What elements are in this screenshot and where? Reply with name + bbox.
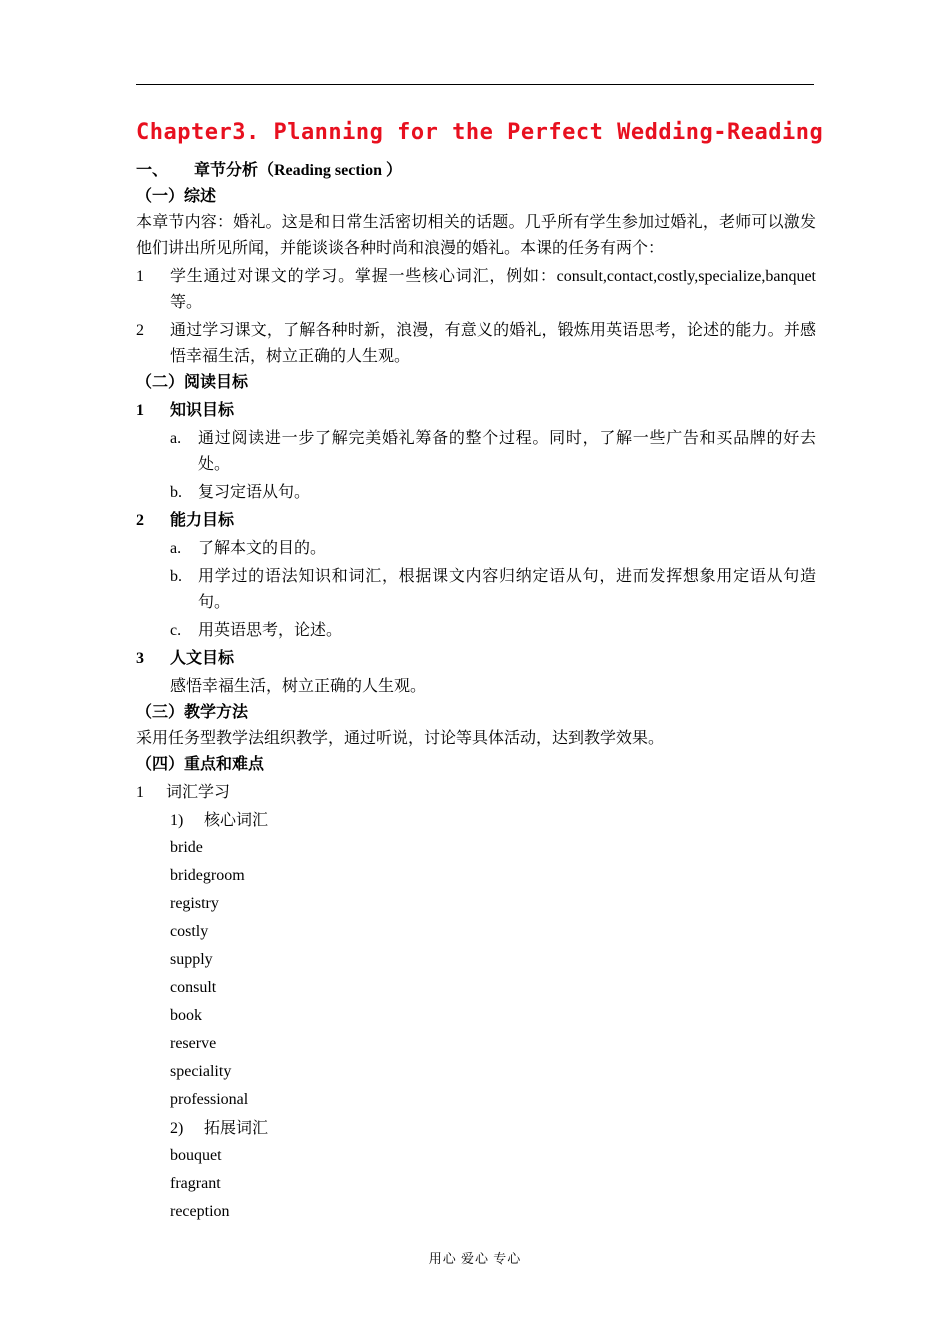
subitem-text: 复习定语从句。 [198,484,311,501]
vocab-word: bride [170,839,203,856]
section-heading [136,158,816,184]
page-footer: 用心 爱心 专心 [428,1251,522,1266]
ability-goal-heading [136,508,816,534]
humanity-goal-text: 感悟幸福生活，树立正确的人生观。 [170,678,427,695]
subitem-letter: a. [170,540,182,557]
extended-vocab-number: 2) [170,1120,184,1137]
goal-label: 能力目标 [170,512,235,529]
vocab-word: supply [170,951,213,968]
vocab-label: 词汇学习 [166,784,231,801]
humanity-goal-heading [136,646,816,672]
goal-label: 知识目标 [170,402,235,419]
goal-label: 人文目标 [170,650,235,667]
vocab-number: 1 [136,784,144,801]
task-text: 通过学习课文，了解各种时新，浪漫，有意义的婚礼，锻炼用英语思考，论述的能力。并感悟幸福生活，树立正确的人生观。 [170,322,816,365]
extended-vocab-label: 拓展词汇 [204,1120,269,1137]
subitem-text: 了解本文的目的。 [198,540,327,557]
core-vocab-label: 核心词汇 [204,812,269,829]
goal-number: 2 [136,512,144,529]
vocab-heading [136,780,816,806]
header-rule [136,84,814,85]
subitem-text: 通过阅读进一步了解完美婚礼筹备的整个过程。同时，了解一些广告和买品牌的好去处。 [198,430,816,473]
task-item [136,264,816,316]
vocab-word: fragrant [170,1175,221,1192]
document-title: Chapter3. Planning for the Perfect Wedding-Reading [136,120,824,145]
subitem-letter: b. [170,484,182,501]
knowledge-goal-heading [136,398,816,424]
section-label: 章节分析（Reading section ） [194,162,403,179]
goal-subitem [170,618,816,644]
vocab-word: costly [170,923,209,940]
subitem-letter: a. [170,430,182,447]
core-vocab-heading [170,808,816,834]
vocab-word: registry [170,895,219,912]
vocab-word: speciality [170,1063,232,1080]
vocab-word: reception [170,1203,230,1220]
task-number: 1 [136,268,144,285]
goal-number: 1 [136,402,144,419]
vocab-word: professional [170,1091,249,1108]
goal-subitem [170,536,816,562]
task-number: 2 [136,322,144,339]
vocab-word: bridegroom [170,867,245,884]
subitem-letter: b. [170,568,182,585]
goals-heading: （二）阅读目标 [136,374,249,391]
task-text: 学生通过对课文的学习。掌握一些核心词汇，例如：consult,contact,costly,specialize,banquet等。 [170,268,816,311]
goal-subitem [170,426,816,478]
task-item [136,318,816,370]
subitem-text: 用学过的语法知识和词汇，根据课文内容归纳定语从句，进而发挥想象用定语从句造句。 [198,568,816,611]
vocab-word: book [170,1007,202,1024]
vocab-word: reserve [170,1035,217,1052]
goal-subitem [170,480,816,506]
overview-intro: 本章节内容：婚礼。这是和日常生活密切相关的话题。几乎所有学生参加过婚礼，老师可以激发他们讲出所见所闻，并能谈谈各种时尚和浪漫的婚礼。本课的任务有两个： [136,214,816,257]
goal-number: 3 [136,650,144,667]
extended-vocab-heading [170,1116,816,1142]
core-vocab-number: 1) [170,812,184,829]
subitem-letter: c. [170,622,182,639]
section-number: 一、 [136,162,169,179]
vocab-word: bouquet [170,1147,222,1164]
vocab-word: consult [170,979,217,996]
method-text: 采用任务型教学法组织教学，通过听说，讨论等具体活动，达到教学效果。 [136,730,665,747]
method-heading: （三）教学方法 [136,704,249,721]
subitem-text: 用英语思考，论述。 [198,622,343,639]
document-body [136,158,816,1226]
focus-heading: （四）重点和难点 [136,756,265,773]
overview-heading: （一）综述 [136,188,217,205]
goal-subitem [170,564,816,616]
